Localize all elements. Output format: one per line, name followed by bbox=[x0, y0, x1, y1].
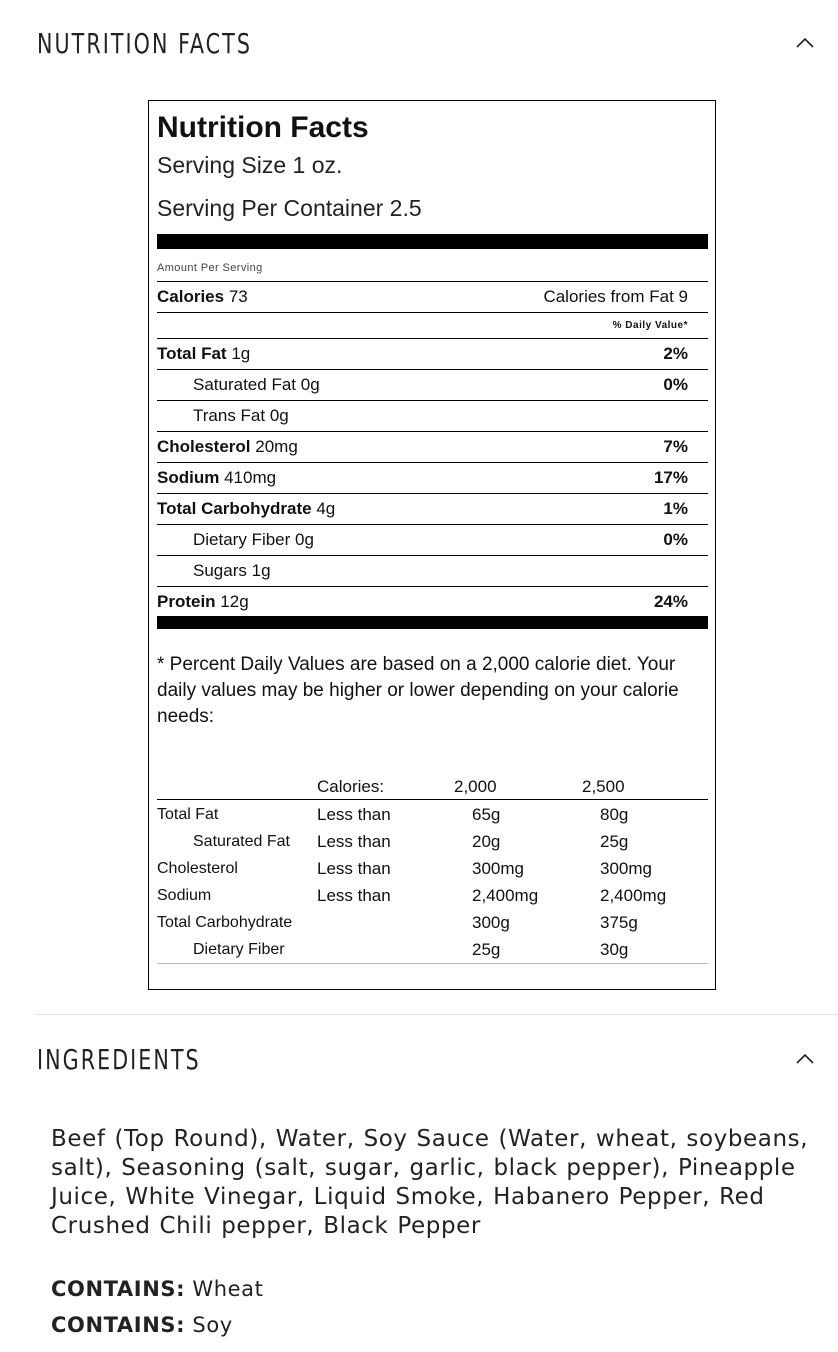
nutrient-dv: 24% bbox=[653, 592, 688, 611]
calories-value: 73 bbox=[228, 287, 248, 306]
chevron-up-icon[interactable] bbox=[790, 1044, 820, 1074]
nutrient-row bbox=[157, 400, 708, 431]
daily-value-header: % Daily Value* bbox=[157, 312, 708, 338]
nutrient-name: Total Carbohydrate bbox=[157, 499, 312, 518]
contains-line bbox=[51, 1277, 264, 1301]
nutrient-name: Sugars bbox=[193, 561, 247, 580]
nutrient-dv: 0% bbox=[663, 530, 688, 549]
nutrient-row bbox=[157, 493, 708, 524]
table-row: Cholesterol Less than 300mg 300mg bbox=[157, 859, 652, 878]
nutrient-row bbox=[157, 338, 708, 369]
contains-line bbox=[51, 1313, 233, 1337]
table-row: Sodium Less than 2,400mg 2,400mg bbox=[157, 886, 667, 905]
thick-rule bbox=[157, 616, 708, 629]
nutrient-row bbox=[157, 462, 708, 493]
nutrient-amount: 0g bbox=[269, 406, 289, 425]
contains-label: CONTAINS: bbox=[51, 1277, 186, 1301]
amount-per-serving: Amount Per Serving bbox=[157, 262, 263, 274]
nutrient-amount: 1g bbox=[231, 344, 251, 363]
nutrient-dv: 17% bbox=[653, 468, 688, 487]
nutrition-facts-header[interactable] bbox=[37, 26, 820, 60]
chevron-up-icon[interactable] bbox=[790, 28, 820, 58]
nutrient-name: Saturated Fat bbox=[193, 375, 297, 394]
dv-header-2500: 2,500 bbox=[582, 777, 625, 796]
nutrient-dv: 2% bbox=[663, 344, 688, 363]
nutrient-dv: 0% bbox=[663, 375, 688, 394]
nutrient-amount: 0g bbox=[300, 375, 320, 394]
nutrient-amount: 1g bbox=[251, 561, 271, 580]
ingredients-header[interactable] bbox=[37, 1042, 820, 1076]
nutrient-amount: 12g bbox=[220, 592, 249, 611]
nutrient-dv: 7% bbox=[663, 437, 688, 456]
table-row: Saturated Fat Less than 20g 25g bbox=[193, 832, 629, 851]
nutrient-row bbox=[157, 431, 708, 462]
nutrient-dv: 1% bbox=[663, 499, 688, 518]
nutrient-name: Total Fat bbox=[157, 344, 227, 363]
nutrient-name: Dietary Fiber bbox=[193, 530, 291, 549]
table-row: Dietary Fiber 25g 30g bbox=[193, 940, 629, 959]
nutrient-name: Trans Fat bbox=[193, 406, 266, 425]
nutrient-amount: 20mg bbox=[255, 437, 298, 456]
daily-value-table bbox=[157, 777, 708, 964]
ingredients-text: Beef (Top Round), Water, Soy Sauce (Water, wheat, soybeans, salt), Seasoning (salt, sugar, garlic, black pepper), Pineapple Juice, White Vinegar, Liquid Smoke, Habanero Pepper, Red Crushed Chili pepper, Black Pepper bbox=[51, 1126, 809, 1239]
nutrient-amount: 4g bbox=[316, 499, 336, 518]
contains-value: Soy bbox=[192, 1313, 233, 1337]
table-row: Total Carbohydrate 300g 375g bbox=[157, 913, 638, 932]
ingredients-title: INGREDIENTS bbox=[37, 1042, 201, 1076]
nutrient-row bbox=[157, 524, 708, 555]
nutrient-name: Cholesterol bbox=[157, 437, 251, 456]
serving-size: Serving Size 1 oz. bbox=[157, 152, 343, 178]
contains-value: Wheat bbox=[192, 1277, 264, 1301]
thick-rule bbox=[157, 234, 708, 249]
contains-label: CONTAINS: bbox=[51, 1313, 186, 1337]
nutrient-amount: 0g bbox=[295, 530, 314, 549]
nutrient-amount: 410mg bbox=[224, 468, 277, 487]
section-divider bbox=[34, 1014, 838, 1015]
daily-value-footnote: * Percent Daily Values are based on a 2,000 calorie diet. Your daily values may be higher or lower depending on your calorie needs: bbox=[157, 654, 679, 727]
serving-per-container: Serving Per Container 2.5 bbox=[157, 195, 422, 221]
nutrition-facts-title: NUTRITION FACTS bbox=[37, 26, 252, 60]
nutrient-name: Protein bbox=[157, 592, 216, 611]
calories-label: Calories bbox=[157, 287, 225, 306]
nutrient-name: Sodium bbox=[157, 468, 220, 487]
table-end-rule bbox=[157, 963, 708, 964]
nutrition-label bbox=[148, 100, 716, 990]
dv-header-calories: Calories: bbox=[317, 777, 385, 796]
label-title: Nutrition Facts bbox=[157, 111, 369, 144]
dv-table-header bbox=[157, 777, 708, 800]
calories-from-fat: Calories from Fat 9 bbox=[543, 287, 688, 306]
table-row: Total Fat Less than 65g 80g bbox=[157, 805, 629, 824]
calories-row bbox=[157, 281, 708, 312]
dv-header-2000: 2,000 bbox=[454, 777, 497, 796]
nutrient-row bbox=[157, 369, 708, 400]
nutrient-row bbox=[157, 555, 708, 586]
nutrient-row bbox=[157, 586, 708, 616]
